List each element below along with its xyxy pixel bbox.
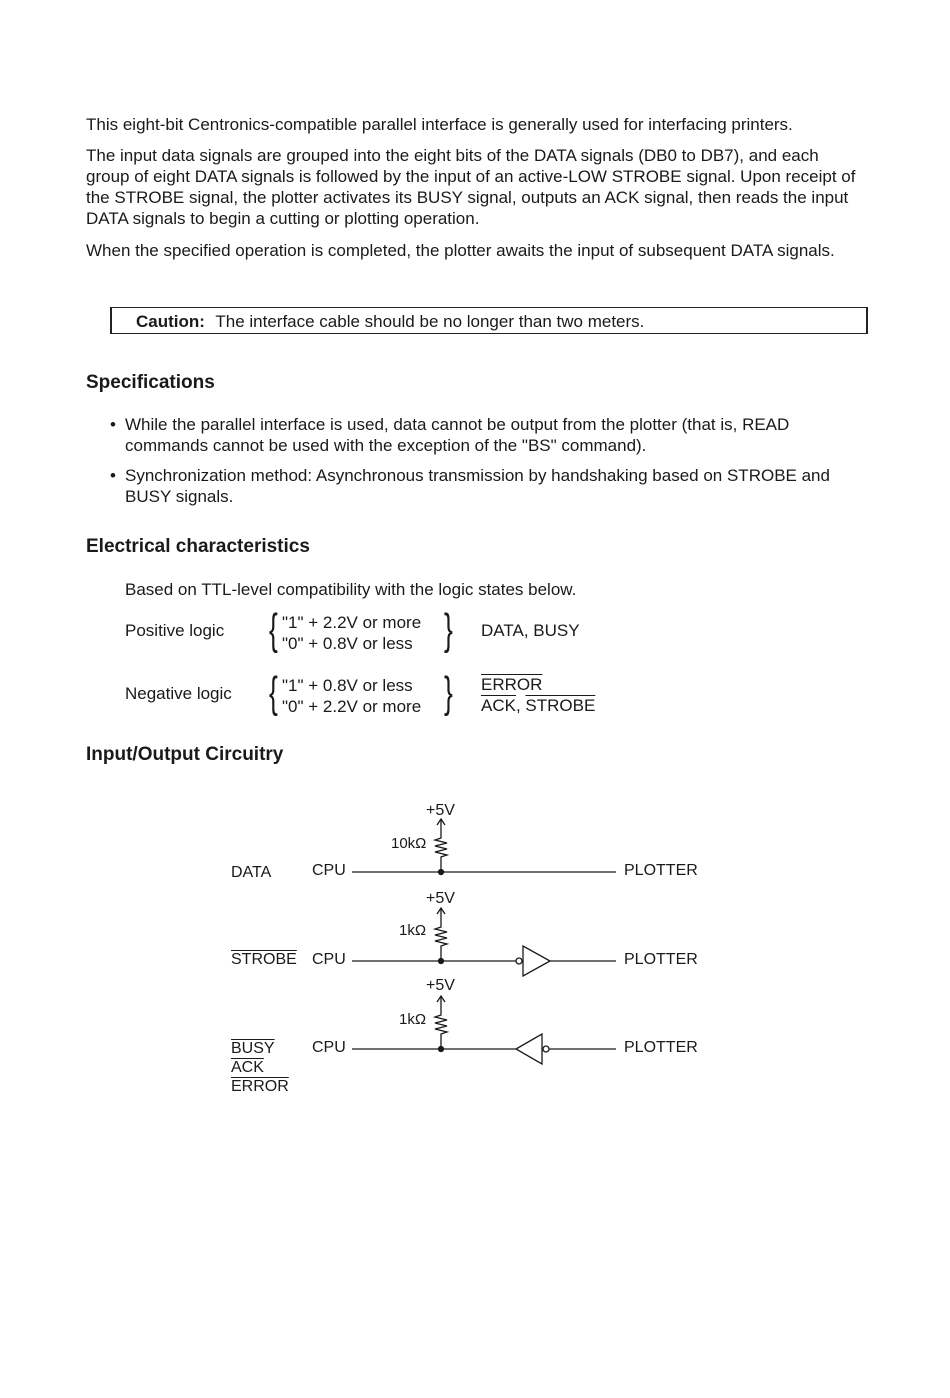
list-item: • While the parallel interface is used, data cannot be output from the plotter (that is, READ commands cannot be used with the exception of the "BS" command). xyxy=(108,414,868,456)
strobe-line xyxy=(352,908,616,976)
specifications-heading: Specifications xyxy=(86,372,215,393)
electrical-intro: Based on TTL-level compatibility with the logic states below. xyxy=(125,580,577,599)
inverter-bubble xyxy=(543,1046,549,1052)
plotter-label: PLOTTER xyxy=(624,862,698,879)
intro-paragraph-1: This eight-bit Centronics-compatible parallel interface is generally used for interfacing printers. xyxy=(86,115,793,134)
signal-ack: $\overline{ACK}$ xyxy=(481,696,516,715)
plotter-label: PLOTTER xyxy=(624,951,698,968)
buffer-icon xyxy=(523,946,550,976)
cpu-label: CPU xyxy=(312,1039,346,1056)
right-brace: } xyxy=(443,668,453,717)
positive-logic-label: Positive logic xyxy=(125,621,225,640)
vcc-label: +5V xyxy=(426,977,455,994)
resistor-icon xyxy=(435,997,447,1049)
inverter-bubble xyxy=(516,958,522,964)
vcc-label: +5V xyxy=(426,890,455,907)
electrical-heading: Electrical characteristics xyxy=(86,536,310,557)
list-item: • Synchronization method: Asynchronous transmission by handshaking based on STROBE and BUSY signals. xyxy=(108,465,868,507)
positive-signals: DATA, BUSY xyxy=(481,621,580,640)
cpu-label: CPU xyxy=(312,951,346,968)
negative-one: "1" + 0.8V or less xyxy=(282,676,413,695)
resistor-label: 1kΩ xyxy=(399,922,427,939)
positive-one: "1" + 2.2V or more xyxy=(282,613,422,632)
signal-busy: BUSY xyxy=(231,1040,275,1057)
intro-paragraph-2: The input data signals are grouped into the eight bits of the DATA signals (DB0 to DB7), and each group of eight DATA signals is followed by the input of an active-LOW STROBE signal. Upon receipt of the STROBE signal, the plotter activates its BUSY signal, outputs an ACK signal, then reads the input DATA signals to begin a cutting or plotting operation. xyxy=(86,146,856,228)
signal-error: ERROR xyxy=(231,1078,289,1095)
right-brace: } xyxy=(443,605,453,654)
plotter-label: PLOTTER xyxy=(624,1039,698,1056)
negative-logic-label: Negative logic xyxy=(125,684,232,703)
left-brace: { xyxy=(268,605,278,654)
separator: , xyxy=(515,696,526,715)
intro-paragraph-3: When the specified operation is completed, the plotter awaits the input of subsequent DATA signals. xyxy=(86,241,835,260)
signal-ack: $\overline{ACK}$ xyxy=(231,1059,264,1076)
signal-data: DATA xyxy=(231,864,272,881)
signal-strobe: STROBE xyxy=(231,951,297,968)
resistor-label: 1kΩ xyxy=(399,1011,427,1028)
left-brace: { xyxy=(268,668,278,717)
resistor-icon xyxy=(435,909,447,961)
signal-strobe: STROBE xyxy=(525,696,596,715)
negative-signal-error: ERROR xyxy=(481,675,543,694)
caution-label: Caution: xyxy=(136,312,205,331)
circuitry-heading: Input/Output Circuitry xyxy=(86,744,284,765)
resistor-icon xyxy=(435,820,447,872)
buffer-icon xyxy=(516,1034,542,1064)
busy-line xyxy=(352,996,616,1064)
caution-text: The interface cable should be no longer than two meters. xyxy=(215,312,645,331)
cpu-label: CPU xyxy=(312,862,346,879)
resistor-label: 10kΩ xyxy=(391,835,427,852)
positive-zero: "0" + 0.8V or less xyxy=(282,634,413,653)
vcc-label: +5V xyxy=(426,802,455,819)
negative-zero: "0" + 2.2V or more xyxy=(282,697,422,716)
